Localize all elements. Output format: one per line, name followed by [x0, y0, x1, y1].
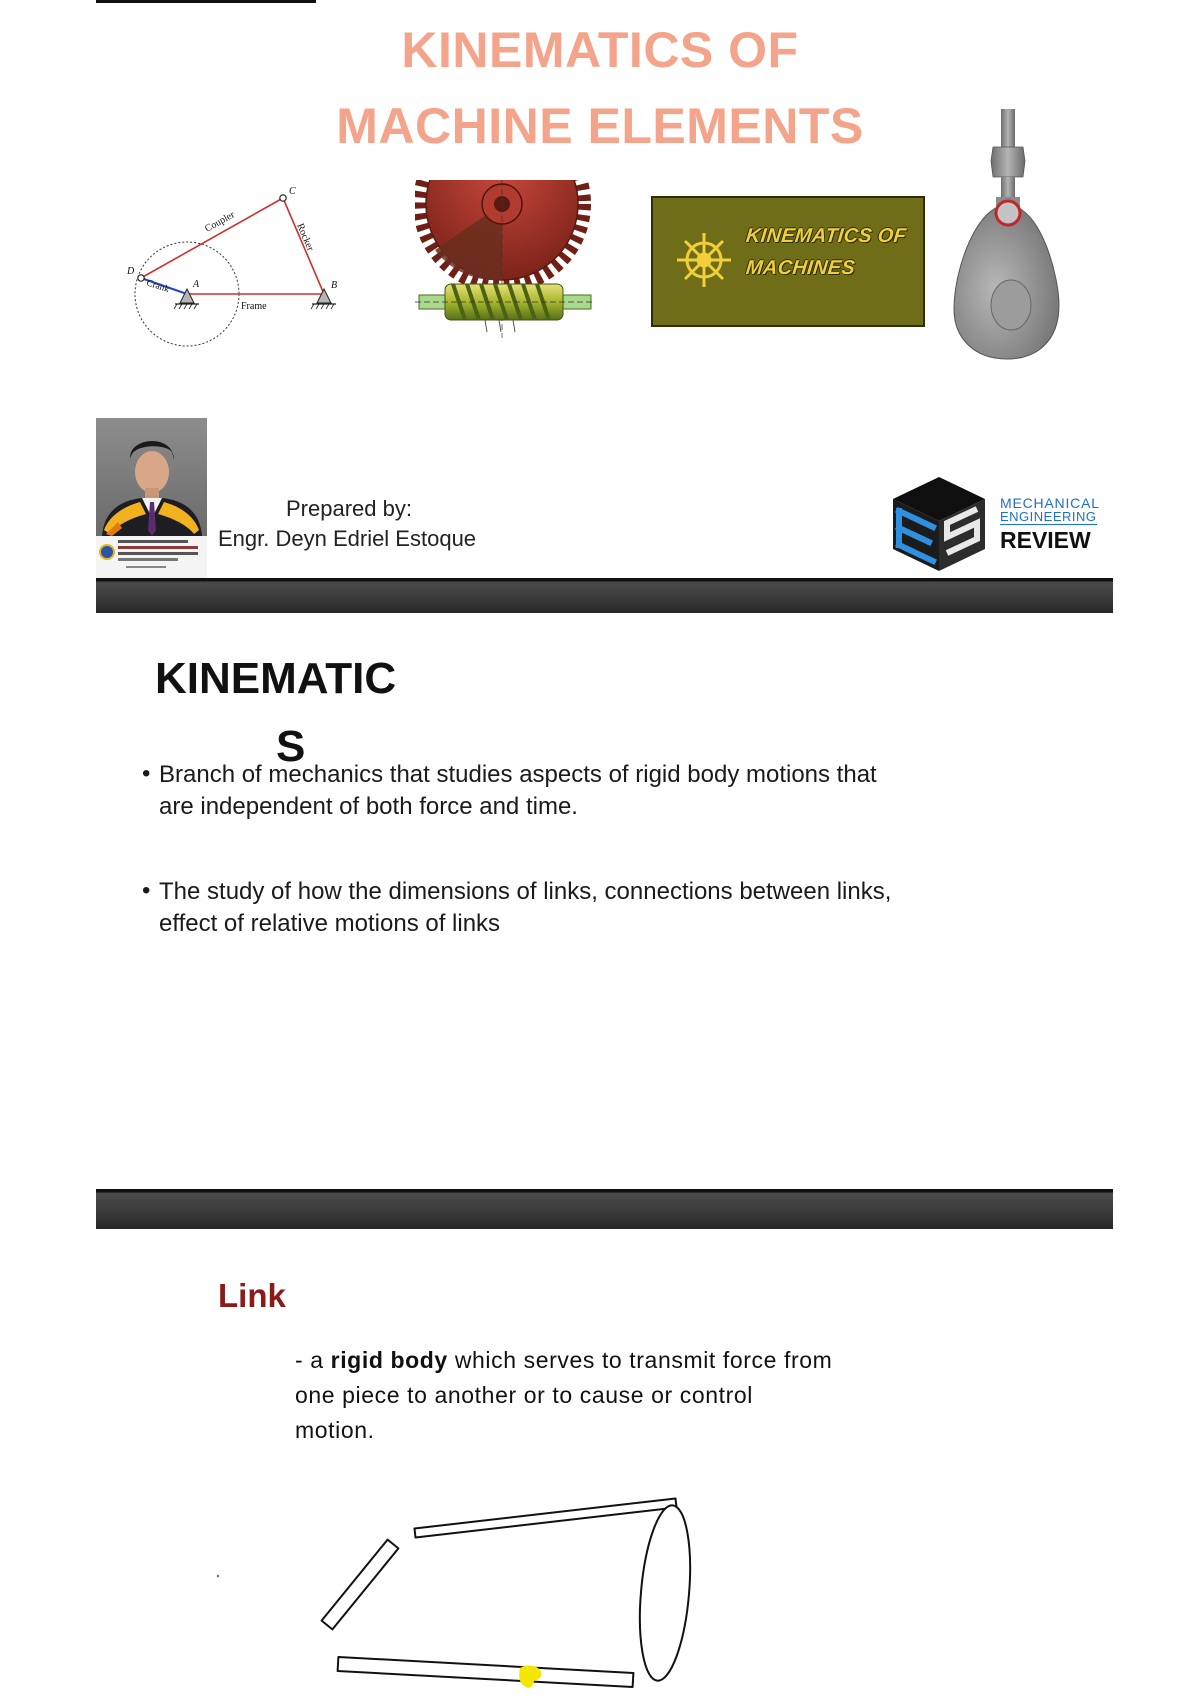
- section-heading-kinematics: KINEMATIC: [155, 654, 397, 703]
- bullet-2-line2: effect of relative motions of links: [159, 910, 501, 937]
- elliptical-link: [633, 1503, 696, 1683]
- link-definition-line2: one piece to another or to cause or control: [295, 1382, 753, 1408]
- long-link-bar-top: [415, 1499, 677, 1538]
- yellow-highlight-mark: [519, 1666, 541, 1688]
- top-rule: [96, 0, 316, 3]
- label-coupler: Coupler: [203, 209, 237, 235]
- ship-wheel-icon: [673, 229, 735, 291]
- presenter-photo: [96, 418, 207, 578]
- logo-line3: REVIEW: [1000, 527, 1091, 553]
- link-definition-line1: [295, 1343, 832, 1378]
- follower-rod-top: [1001, 109, 1015, 149]
- section-heading-kinematics-overflow: S: [276, 722, 306, 771]
- cam-hub: [991, 280, 1031, 330]
- link-definition-line3: motion.: [295, 1417, 375, 1443]
- label-b: B: [331, 280, 338, 291]
- pivot-c: [280, 195, 286, 201]
- ground-support-a: [174, 289, 199, 309]
- label-d: D: [127, 266, 135, 277]
- logo-cube-icon: [889, 475, 989, 573]
- definition-bold-term: rigid body: [330, 1347, 448, 1373]
- label-frame: Frame: [241, 301, 267, 312]
- slide-divider-bar: [96, 1189, 1113, 1229]
- banner-line1: KINEMATICS OF: [744, 225, 908, 247]
- slide-divider-bar: [96, 578, 1113, 613]
- cam-follower-illustration: [949, 109, 1064, 361]
- worm-gear-illustration: [415, 180, 595, 338]
- label-crank: Crank: [145, 278, 171, 296]
- follower-roller: [996, 201, 1020, 225]
- kinematics-of-machines-banner: [651, 196, 925, 327]
- slide-title-line1: KINEMATICS OF: [401, 22, 799, 78]
- pivot-d: [138, 275, 144, 281]
- bullet-1-line2: are independent of both force and time.: [159, 793, 578, 820]
- coupler-link: [141, 198, 283, 278]
- section-heading-link: Link: [218, 1277, 286, 1314]
- label-rocker: Rocker: [294, 221, 316, 253]
- label-a: A: [193, 279, 200, 290]
- slide-title-line2: MACHINE ELEMENTS: [336, 98, 864, 154]
- logo-line1: MECHANICAL: [1000, 495, 1100, 511]
- banner-line2: MACHINES: [744, 257, 857, 279]
- definition-line1-rest: which serves to transmit force from: [454, 1347, 833, 1373]
- hex-nut: [991, 147, 1025, 177]
- four-bar-linkage-diagram: [125, 185, 349, 347]
- worm-detail-lines: [485, 320, 515, 332]
- bullet-marker: •: [142, 877, 151, 904]
- label-c: C: [289, 186, 296, 197]
- bullet-marker: •: [142, 760, 151, 787]
- long-link-bar-bottom: [338, 1657, 634, 1687]
- bullet-2-line1: The study of how the dimensions of links, connections between links,: [159, 878, 892, 905]
- presenter-name: Engr. Deyn Edriel Estoque: [218, 526, 477, 551]
- prepared-by-label: Prepared by:: [286, 496, 412, 521]
- definition-prefix: - a: [295, 1347, 331, 1373]
- short-link-bar: [322, 1540, 399, 1630]
- stray-dot: [217, 1575, 220, 1578]
- link-shapes-drawing: [0, 1490, 1200, 1698]
- logo-line2: ENGINEERING: [1000, 509, 1097, 524]
- bullet-1-line1: Branch of mechanics that studies aspects of rigid body motions that: [159, 761, 877, 788]
- ground-support-b: [311, 289, 336, 309]
